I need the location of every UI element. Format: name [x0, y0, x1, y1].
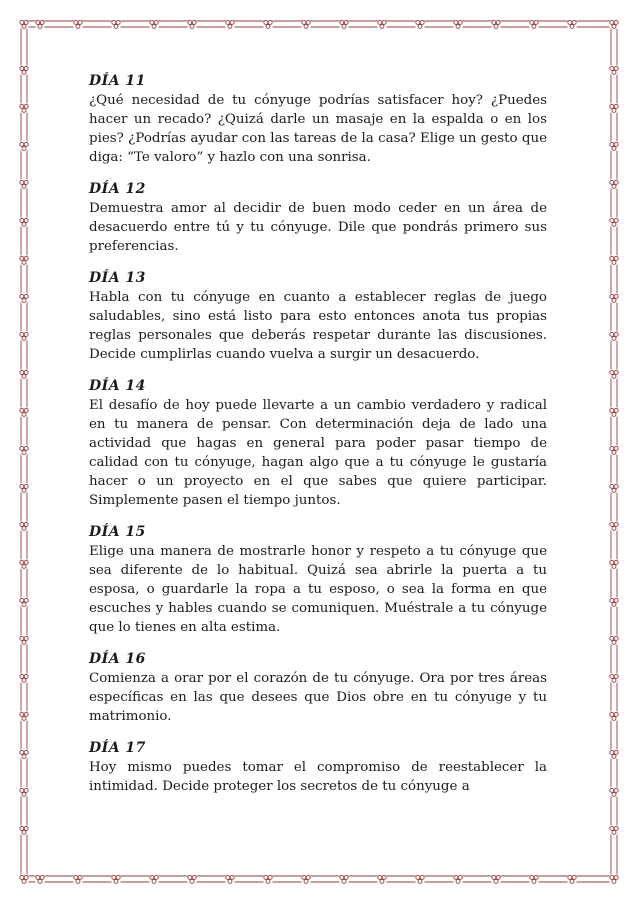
floral-ornament-icon: [609, 179, 620, 190]
day-entry-15: [89, 523, 547, 637]
floral-ornament-icon: [111, 19, 122, 30]
floral-ornament-icon: [187, 19, 198, 30]
floral-ornament-icon: [609, 255, 620, 266]
floral-ornament-icon: [491, 874, 502, 885]
floral-ornament-icon: [453, 874, 464, 885]
floral-ornament-icon: [73, 874, 84, 885]
floral-ornament-icon: [35, 19, 46, 30]
floral-ornament-icon: [609, 521, 620, 532]
floral-ornament-icon: [491, 19, 502, 30]
floral-ornament-icon: [19, 673, 30, 684]
floral-ornament-icon: [339, 874, 350, 885]
floral-ornament-icon: [149, 874, 160, 885]
day-heading: DÍA 14: [89, 378, 146, 394]
document-body: [89, 72, 547, 809]
floral-ornament-icon: [609, 445, 620, 456]
day-entry-12: [89, 180, 547, 256]
floral-ornament-icon: [35, 874, 46, 885]
floral-ornament-icon: [19, 141, 30, 152]
floral-ornament-icon: [19, 711, 30, 722]
floral-ornament-icon: [19, 825, 30, 836]
floral-ornament-icon: [19, 635, 30, 646]
floral-ornament-icon: [301, 19, 312, 30]
floral-ornament-icon: [609, 673, 620, 684]
floral-ornament-icon: [415, 19, 426, 30]
floral-ornament-icon: [609, 65, 620, 76]
floral-ornament-icon: [567, 874, 578, 885]
floral-ornament-icon: [19, 217, 30, 228]
floral-ornament-icon: [19, 103, 30, 114]
floral-ornament-icon: [609, 635, 620, 646]
floral-ornament-icon: [187, 874, 198, 885]
floral-ornament-icon: [263, 874, 274, 885]
floral-ornament-icon: [19, 255, 30, 266]
floral-ornament-icon: [19, 407, 30, 418]
day-heading: DÍA 17: [89, 740, 146, 756]
floral-ornament-icon: [19, 521, 30, 532]
floral-ornament-icon: [609, 597, 620, 608]
day-entry-16: [89, 650, 547, 726]
floral-ornament-icon: [19, 874, 30, 885]
day-text: Elige una manera de mostrarle honor y respeto a tu cónyuge que sea diferente de lo habitual. Quizá sea abrirle la puerta a tu esposa, o guardarle la ropa a tu esposo, o sea la forma en que escuches y hables cuando se comuniquen. Muéstrale a tu cónyuge que lo tienes en alta estima.: [89, 544, 547, 635]
floral-ornament-icon: [19, 331, 30, 342]
floral-ornament-icon: [609, 711, 620, 722]
floral-ornament-icon: [609, 407, 620, 418]
day-heading: DÍA 11: [89, 73, 146, 89]
floral-ornament-icon: [567, 19, 578, 30]
day-heading: DÍA 15: [89, 524, 146, 540]
floral-ornament-icon: [609, 369, 620, 380]
floral-ornament-icon: [263, 19, 274, 30]
day-text: ¿Qué necesidad de tu cónyuge podrías satisfacer hoy? ¿Puedes hacer un recado? ¿Quizá darle un masaje en la espalda o en los pies? ¿Podrías ayudar con las tareas de la casa? Elige un gesto que diga: “Te valoro” y hazlo con una sonrisa.: [89, 93, 547, 165]
floral-ornament-icon: [19, 65, 30, 76]
floral-ornament-icon: [225, 874, 236, 885]
floral-ornament-icon: [377, 874, 388, 885]
floral-ornament-icon: [339, 19, 350, 30]
floral-ornament-icon: [19, 559, 30, 570]
floral-ornament-icon: [19, 749, 30, 760]
floral-ornament-icon: [19, 597, 30, 608]
day-heading: DÍA 13: [89, 270, 146, 286]
floral-ornament-icon: [149, 19, 160, 30]
floral-ornament-icon: [19, 787, 30, 798]
floral-ornament-icon: [609, 749, 620, 760]
floral-ornament-icon: [377, 19, 388, 30]
floral-ornament-icon: [19, 293, 30, 304]
floral-ornament-icon: [529, 874, 540, 885]
floral-ornament-icon: [225, 19, 236, 30]
day-text: El desafío de hoy puede llevarte a un cambio verdadero y radical en tu manera de pensar. Con determinación deja de lado una actividad que hagas en general para poder pasar tiempo de calidad con tu cónyuge, hagan algo que a tu cónyuge le gustaría hacer o un proyecto en el que sabes que quiere participar. Simplemente pasen el tiempo juntos.: [89, 398, 547, 508]
floral-ornament-icon: [609, 874, 620, 885]
floral-ornament-icon: [19, 483, 30, 494]
floral-ornament-icon: [609, 483, 620, 494]
floral-ornament-icon: [19, 19, 30, 30]
floral-ornament-icon: [19, 369, 30, 380]
day-entry-17: [89, 739, 547, 796]
floral-ornament-icon: [609, 293, 620, 304]
floral-ornament-icon: [529, 19, 540, 30]
floral-ornament-icon: [609, 825, 620, 836]
day-heading: DÍA 16: [89, 651, 146, 667]
day-text: Habla con tu cónyuge en cuanto a establecer reglas de juego saludables, sino está listo para esto entonces anota tus propias reglas personales que deberás respetar durante las discusiones. Decide cumplirlas cuando vuelva a surgir un desacuerdo.: [89, 290, 547, 362]
floral-ornament-icon: [609, 217, 620, 228]
floral-ornament-icon: [19, 179, 30, 190]
day-heading: DÍA 12: [89, 181, 146, 197]
floral-ornament-icon: [609, 19, 620, 30]
day-entry-14: [89, 377, 547, 510]
day-entry-13: [89, 269, 547, 364]
floral-ornament-icon: [609, 103, 620, 114]
floral-ornament-icon: [73, 19, 84, 30]
day-text: Hoy mismo puedes tomar el compromiso de reestablecer la intimidad. Decide proteger los secretos de tu cónyuge a: [89, 760, 547, 794]
day-text: Demuestra amor al decidir de buen modo ceder en un área de desacuerdo entre tú y tu cónyuge. Dile que pondrás primero sus preferencias.: [89, 201, 547, 254]
floral-ornament-icon: [609, 787, 620, 798]
floral-ornament-icon: [453, 19, 464, 30]
floral-ornament-icon: [19, 445, 30, 456]
floral-ornament-icon: [111, 874, 122, 885]
day-entry-11: [89, 72, 547, 167]
floral-ornament-icon: [609, 559, 620, 570]
floral-ornament-icon: [415, 874, 426, 885]
floral-ornament-icon: [301, 874, 312, 885]
floral-ornament-icon: [609, 331, 620, 342]
floral-ornament-icon: [609, 141, 620, 152]
day-text: Comienza a orar por el corazón de tu cónyuge. Ora por tres áreas específicas en las que desees que Dios obre en tu cónyuge y tu matrimonio.: [89, 671, 547, 724]
